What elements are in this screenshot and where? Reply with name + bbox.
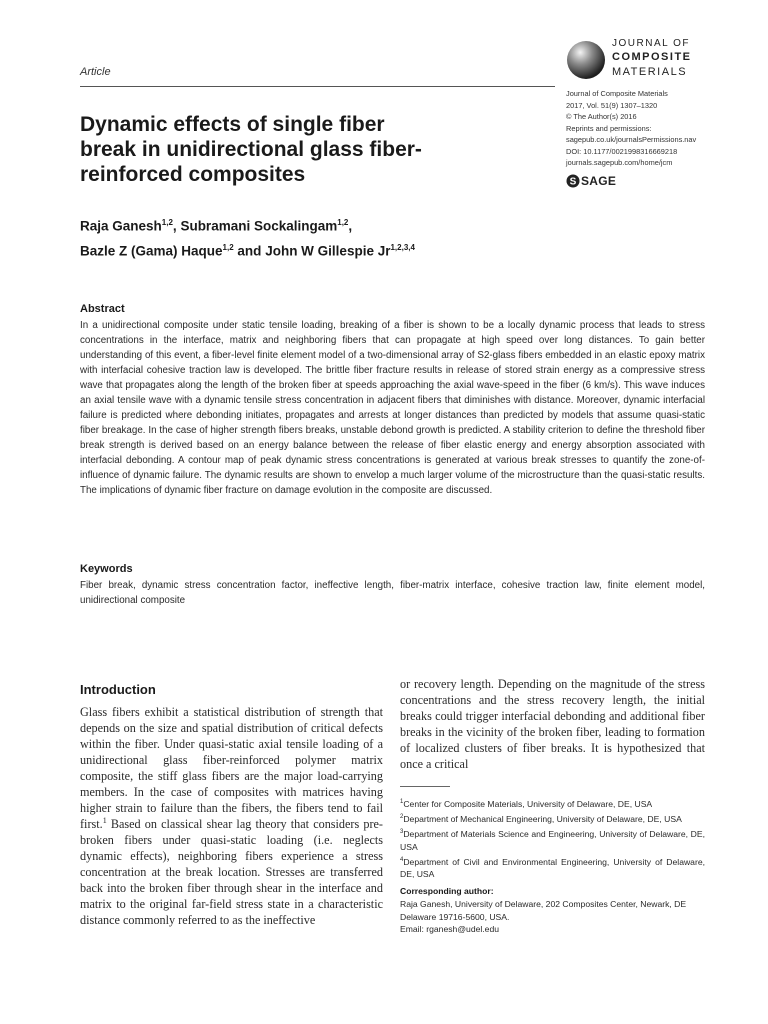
corresponding-author-address: Raja Ganesh, University of Delaware, 202 Composites Center, Newark, DE Delaware 19716-5600, USA. xyxy=(400,899,687,922)
author-affiliation-marker: 1,2 xyxy=(161,218,173,227)
affiliation-text: Department of Civil and Environmental Engineering, University of Delaware, DE, USA xyxy=(400,856,705,880)
author-name[interactable]: Bazle Z (Gama) Haque xyxy=(80,243,223,258)
sage-logo-text: SAGE xyxy=(581,174,617,188)
journal-name: Journal of Composite Materials xyxy=(566,89,668,98)
affiliation-item xyxy=(400,796,705,811)
svg-text:S: S xyxy=(569,176,577,188)
corresponding-author-details xyxy=(400,898,705,936)
author-separator: and xyxy=(233,243,266,258)
author-name[interactable]: Raja Ganesh xyxy=(80,218,162,234)
author-name[interactable]: Subramani Sockalingam xyxy=(180,218,338,234)
journal-logo-line3: MATERIALS xyxy=(612,66,688,78)
journal-meta xyxy=(566,88,746,169)
author-name[interactable]: John W Gillespie Jr xyxy=(265,243,391,258)
journal-volume: 2017, Vol. 51(9) 1307–1320 xyxy=(566,100,658,110)
abstract-text: In a unidirectional composite under static tensile loading, breaking of a fiber is shown to be a locally dynamic process that leads to stress concentrations in the interface, matrix and neighboring fibers that can propagate at high speed over long distances. To gain better understanding of this event, a fiber-level finite element model of a two-dimensional array of S2-glass fibers embedded in an elastic epoxy matrix with interfacial cohesive traction law is developed. The brittle fiber fracture results in release of stored strain energy as a compressive stress wave that propagates along the length of the broken fiber at speeds approaching the axial wave-speed in the fiber (6 km/s). This wave induces an axial tensile wave with a dynamic tensile stress concentration in adjacent fibers that diminishes with distance. Moreover, dynamic interfacial failure is predicted where debonding initiates, propagates and arrests at longer distances than predicted by models that assume quasi-static fiber breakage. In the case of higher strength fibers breaks, unstable debond growth is predicted. A stability criterion to define the threshold fiber break strength is derived based on an energy balance between the release of fiber elastic energy and energy absorption associated with interfacial debonding. A contour map of peak dynamic stress concentrations is generated at various break stresses to quantify the zone-of-influence of dynamic failure. The dynamic results are shown to envelop a much larger volume of the microstructure than the quasi-static results. The implications of dynamic fiber fracture on damage evolution in the composite are discussed. xyxy=(80,320,705,496)
affiliation-item xyxy=(400,811,705,826)
corresponding-author-email[interactable]: Email: rganesh@udel.edu xyxy=(400,924,500,934)
header-rule xyxy=(80,86,555,87)
affiliation-number: 2 xyxy=(400,813,404,820)
author-separator: , xyxy=(348,218,353,234)
affiliation-list xyxy=(400,796,705,881)
affiliation-text: Department of Mechanical Engineering, University of Delaware, DE, USA xyxy=(403,813,682,824)
introduction-body-right: or recovery length. Depending on the magnitude of the stress concentrations and the stress recovery length, the initial breaks could trigger interfacial debonding and additional fiber breaks in the vicinity of the broken fiber, leading to formation of localized clusters of fiber breaks. It is hypothesized that once a critical xyxy=(400,677,705,771)
abstract-heading: Abstract xyxy=(80,303,125,315)
sphere-logo-icon xyxy=(566,40,606,80)
journal-logo-line2: COMPOSITE xyxy=(612,51,692,63)
affiliation-number: 4 xyxy=(400,856,404,863)
author-affiliation-marker: 1,2 xyxy=(222,242,234,252)
intro-text: Glass fibers exhibit a statistical distribution of strength that depends on the size and spatial distribution of critical defects within the fiber. Under quasi-static axial tensile loading of a unidirectional glass fiber-reinforced polymer matrix composite, the stiff glass fibers are the major load-carrying members. In the case of composites with matrices having higher strain to failure than the fibers, the fibers tend to fail first. xyxy=(80,705,383,831)
journal-logo-line1: JOURNAL OF xyxy=(612,38,690,49)
paper-title: Dynamic effects of single fiber break in unidirectional glass fiber-reinforced composites xyxy=(80,113,422,186)
affiliation-item xyxy=(400,826,705,854)
footnote-rule xyxy=(400,786,450,787)
permissions-link[interactable]: sagepub.co.uk/journalsPermissions.nav xyxy=(566,135,697,144)
doi[interactable]: DOI: 10.1177/0021998316669218 xyxy=(566,146,678,156)
journal-logo xyxy=(566,38,706,82)
author-separator: , xyxy=(172,218,181,234)
journal-homepage-link[interactable]: journals.sagepub.com/home/jcm xyxy=(566,158,673,167)
corresponding-author-heading: Corresponding author: xyxy=(400,886,494,896)
author-affiliation-marker: 1,2 xyxy=(337,218,349,227)
keywords-text: Fiber break, dynamic stress concentration factor, ineffective length, fiber-matrix interface, cohesive traction law, finite element model, unidirectional composite xyxy=(80,580,705,606)
affiliation-text: Department of Materials Science and Engineering, University of Delaware, DE, USA xyxy=(400,828,705,852)
introduction-heading: Introduction xyxy=(80,682,156,697)
citation-marker[interactable]: 1 xyxy=(102,815,107,825)
reprints-label: Reprints and permissions: xyxy=(566,123,652,133)
intro-text: Based on classical shear lag theory that considers pre-broken fibers under quasi-static loading (i.e. neglects dynamic effects), neighboring fibers experience a stress concentration at the break location. Stresses are transferred back into the broken fiber through shear in the interface and matrix to the original far-field stress state in a characteristic distance commonly referred to as the ineffective xyxy=(80,817,383,927)
article-type-label: Article xyxy=(80,66,111,78)
sage-logo xyxy=(566,174,616,188)
sage-s-icon xyxy=(566,174,580,188)
affiliation-number: 1 xyxy=(400,799,404,805)
author-list xyxy=(80,212,510,261)
affiliation-text: Center for Composite Materials, University of Delaware, DE, USA xyxy=(403,798,653,809)
author-affiliation-marker: 1,2,3,4 xyxy=(390,242,415,252)
introduction-body-left xyxy=(80,704,383,928)
affiliation-item xyxy=(400,854,705,882)
keywords-heading: Keywords xyxy=(80,563,133,575)
affiliation-number: 3 xyxy=(400,828,404,835)
copyright: © The Author(s) 2016 xyxy=(566,112,637,121)
